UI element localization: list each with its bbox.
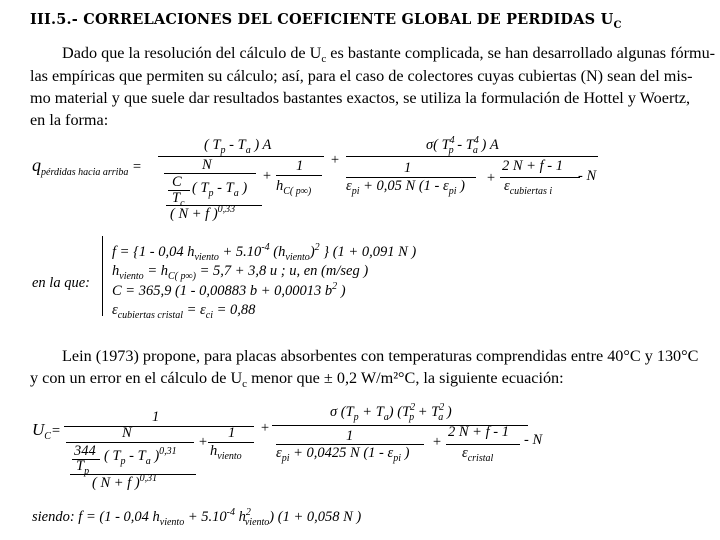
eq1-Tc: $T_c$: [172, 190, 185, 209]
eq2-Tp: $T_p$: [76, 458, 90, 477]
eq2-lhs: $U_C=$: [32, 420, 61, 442]
eq1-paren: ( $T_p - T_a$ ): [192, 180, 248, 199]
eq1-one-1: 1: [296, 158, 304, 174]
section-title: III.5.- CORRELACIONES DEL COEFICIENTE GLOBAL DE PERDIDAS $U_C$: [30, 11, 622, 31]
intro-line-4: en la forma:: [30, 111, 109, 129]
eq1-frac2-num: 2 N + f - 1: [502, 158, 563, 174]
eq2-one-3: 1: [346, 428, 354, 444]
where-line-2: $h_{viento} = h_{C( p\infty)} = 5,7 + 3,8$ u ; u, en (m/seg ): [112, 263, 369, 282]
eq1-numerator-1: ( $T_p - T_a$ ) A: [204, 137, 272, 156]
eq1-fraction-bar-1: [158, 156, 324, 157]
eq2-plus-2: +: [260, 420, 270, 436]
eq2-N: N: [122, 425, 132, 441]
intro-line-1: Dado que la resolución del cálculo de $U_c$ es bastante complicada, se han desarrollado algunas fórmu-: [62, 44, 716, 66]
eq1-lhs: $q_{pérdidas hacia arriba}$ =: [32, 155, 142, 178]
eq2-exp-den: ( N + f )$^{0,31}$: [92, 473, 158, 491]
eq1-fraction-bar-hc: [276, 175, 322, 176]
where-label: en la que:: [32, 275, 90, 291]
eq2-sigma-numerator: σ $(T_p + T_a) (T^2_p + T^2_a$ ): [330, 402, 452, 423]
lein-line-1: Lein (1973) propone, para placas absorbentes con temperaturas comprendidas entre 40°C y 130°C: [62, 347, 699, 365]
eq1-plus-3: +: [486, 170, 496, 186]
eq1-minus-N: - N: [578, 168, 597, 184]
eq1-hc: $h_{C( p\infty)}$: [276, 178, 312, 197]
eq1-one-2: 1: [404, 160, 412, 176]
intro-line-2: las empíricas que permiten su cálculo; así, para el caso de colectores cuyas cubiertas (N) sean del mis-: [30, 67, 693, 85]
where-line-4: $\varepsilon_{cubiertas cristal} = \varepsilon_{ci} = 0,88$: [112, 302, 256, 321]
eq2-hv: $h_{viento}$: [210, 443, 242, 462]
eq1-sigma-numerator: σ( $T^4_p - T^4_a$ ) A: [426, 135, 499, 156]
eq2-paren: ( $T_p - T_a$ )$^{0,31}$: [104, 446, 177, 467]
eq1-plus-2: +: [330, 152, 340, 168]
eq2-k: 344: [74, 443, 96, 459]
eq1-C: C: [172, 174, 182, 190]
eq2-one-2: 1: [228, 425, 236, 441]
where-line-1: f = {1 - 0,04 $h_{viento} + 5.10^{-4}$ $(h_{viento})^2$ } (1 + 0,091 N ): [112, 242, 417, 263]
eq1-eps-den: $\varepsilon_{pi} + 0,05$ N ($1 - \varepsilon_{pi}$ ): [346, 178, 465, 197]
eq1-exp-den: ( N + f )$^{0,33}$: [170, 204, 236, 222]
eq2-fraction-bar-1: [64, 426, 254, 427]
siendo-line: siendo: f = (1 - 0,04 $h_{viento} + 5.10^{-4}$ $h^2_{viento}$) (1 + 0,058 N ): [32, 507, 362, 528]
where-line-3: C = 365,9 (1 - 0,00883 b + 0,00013 $b^2$ ): [112, 281, 346, 299]
eq2-minus-N: - N: [524, 432, 543, 448]
where-brace: [102, 236, 103, 316]
eq2-frac2-num: 2 N + f - 1: [448, 424, 509, 440]
eq2-plus-3: +: [432, 434, 442, 450]
eq2-one-1: 1: [152, 409, 160, 425]
eq1-frac2-den: $\varepsilon_{cubiertas i}$: [504, 178, 553, 197]
eq2-plus-1: +: [198, 434, 208, 450]
eq1-plus-1: +: [262, 168, 272, 184]
eq2-eps-den: $\varepsilon_{pi} + 0,0425$ N ($1 - \varepsilon_{pi}$ ): [276, 445, 410, 464]
eq1-N: N: [202, 157, 212, 173]
lein-line-2: y con un error en el cálculo de $U_c$ menor que ± 0,2 W/m²°C, la siguiente ecuación:: [30, 369, 564, 391]
eq2-frac2-den: $\varepsilon_{cristal}$: [462, 445, 494, 464]
eq1-fraction-bar-2: [346, 156, 598, 157]
intro-line-3: mo material y que suele dar resultados bastantes exactos, se utiliza la formulación de Hottel y Woertz,: [30, 89, 691, 107]
